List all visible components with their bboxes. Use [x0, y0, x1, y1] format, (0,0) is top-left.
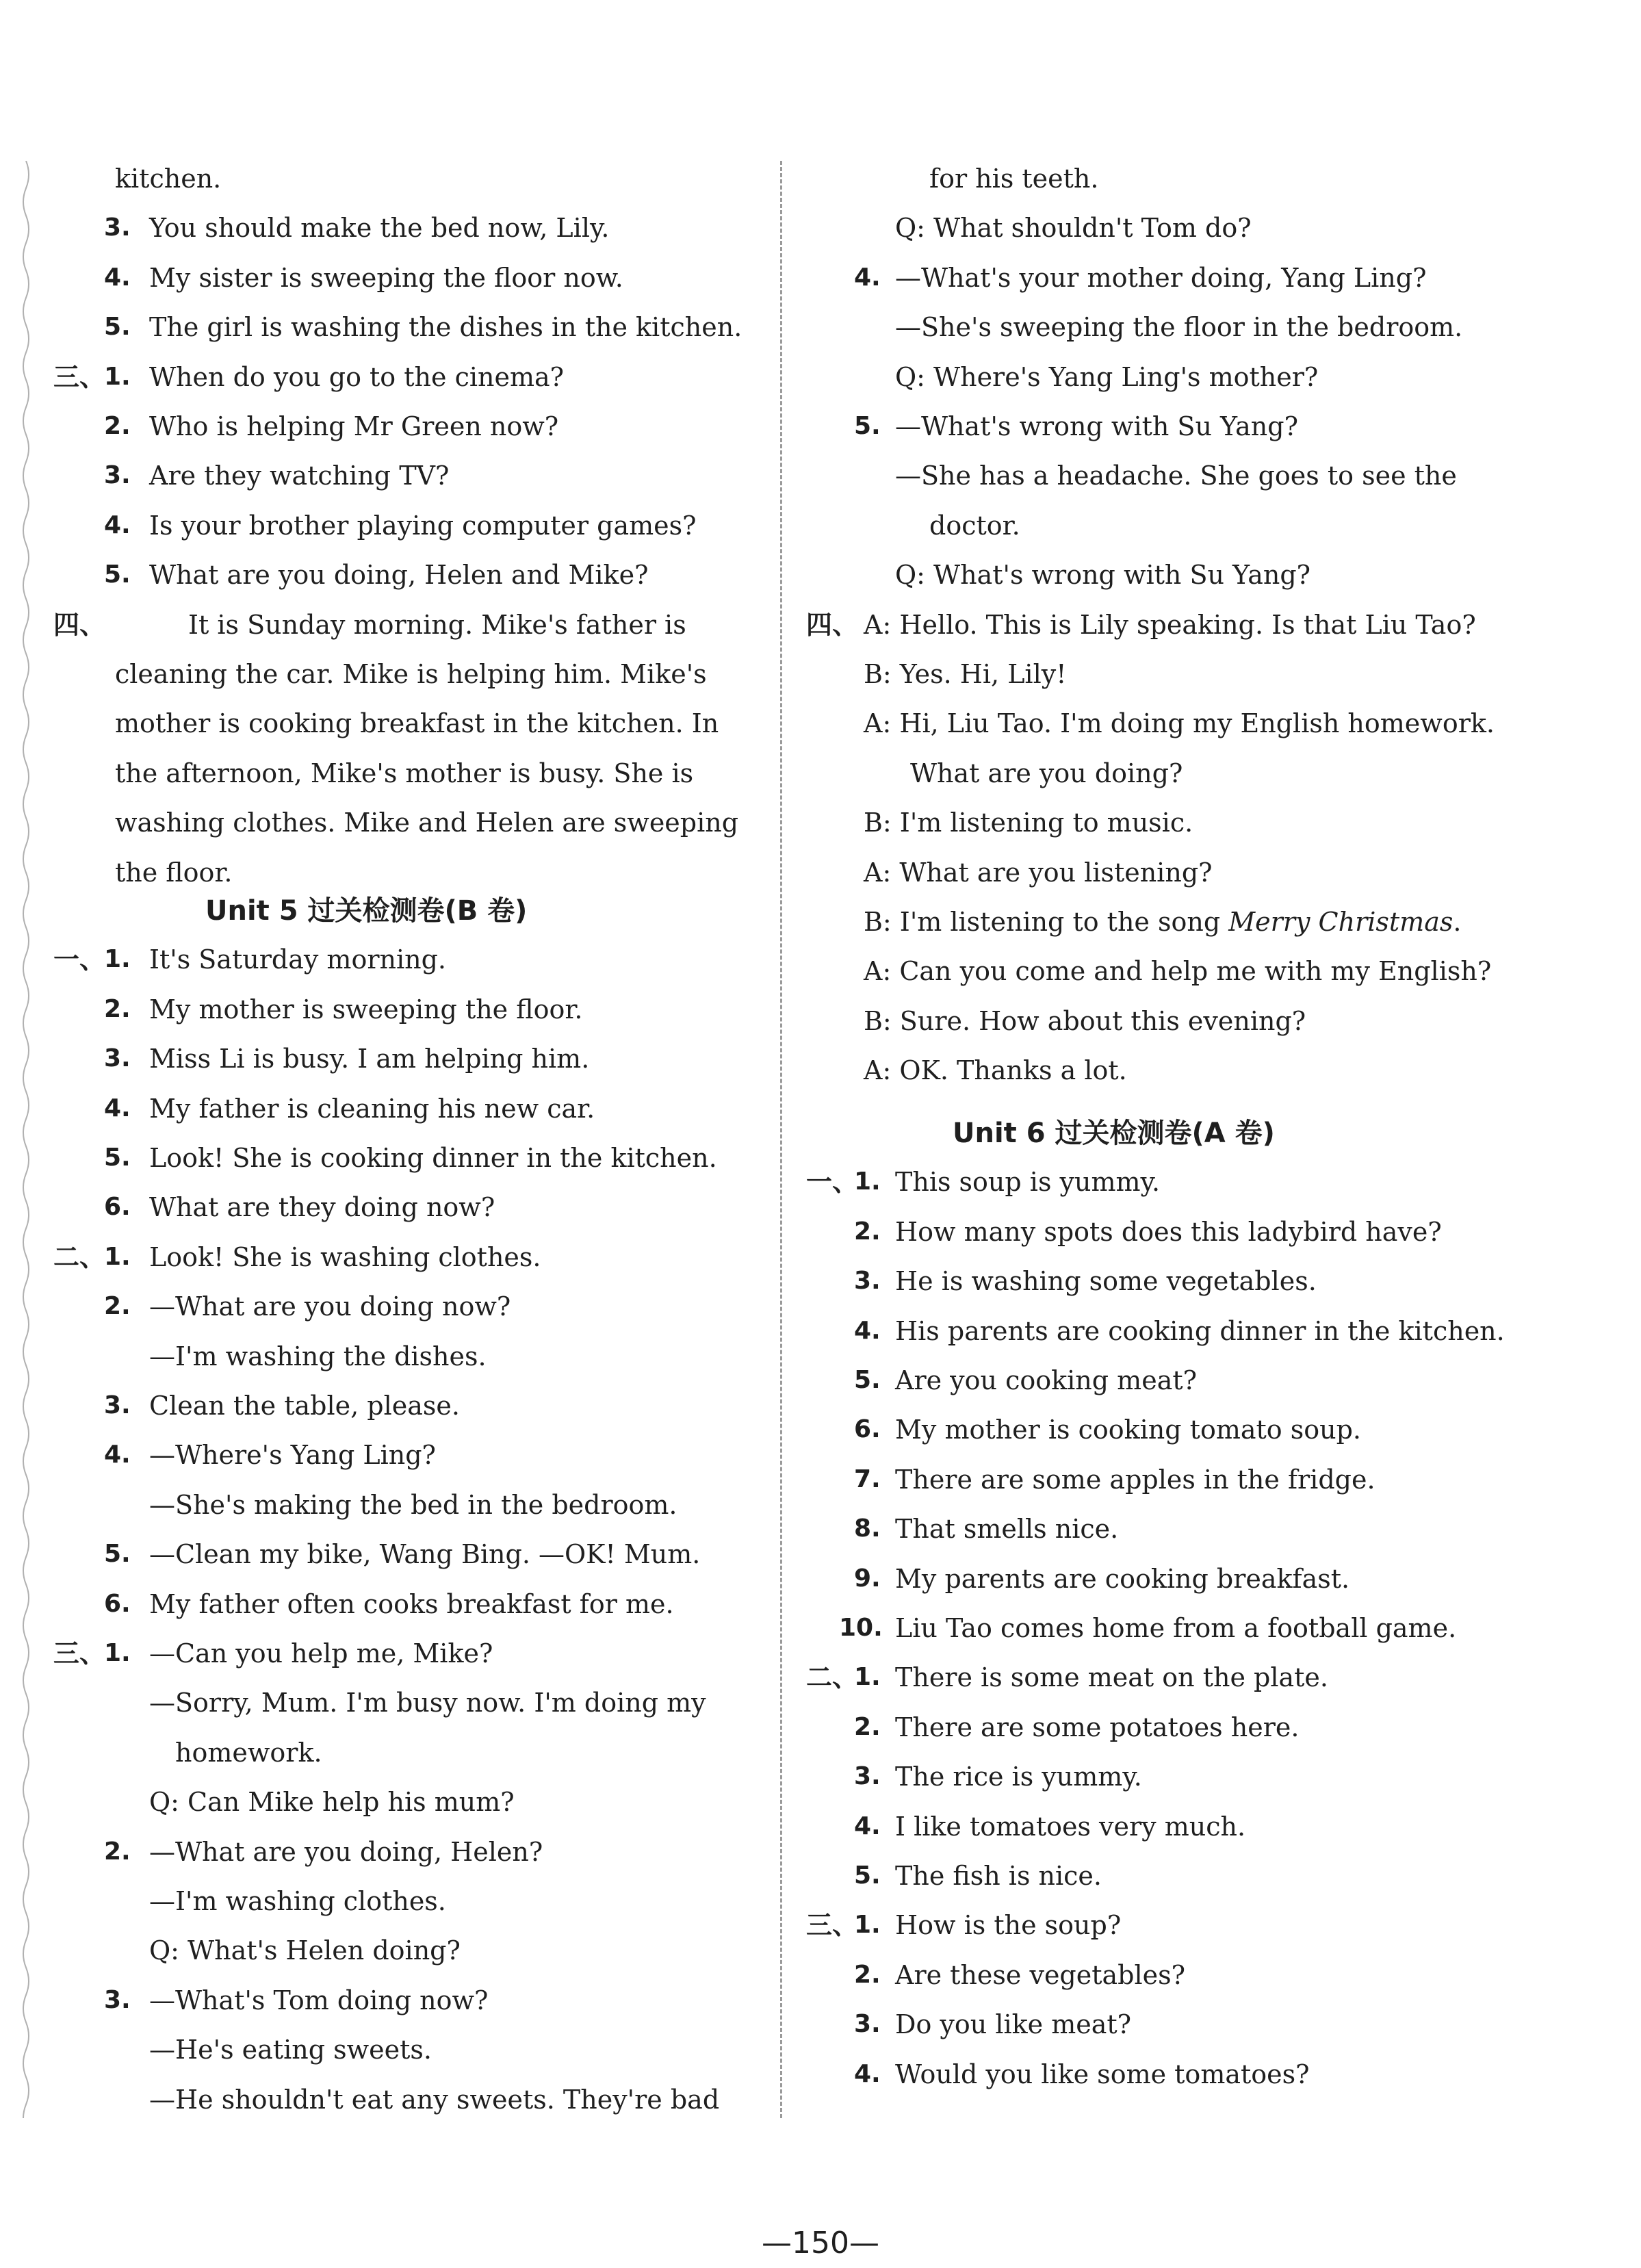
answer-text-main: It's Saturday morning.	[149, 944, 447, 975]
answer-text	[149, 1785, 515, 1819]
answer-text	[895, 1710, 1299, 1744]
item-number: 3.	[854, 1762, 881, 1791]
item-number: 6.	[854, 1415, 881, 1444]
answer-text	[895, 310, 1462, 344]
answer-text	[149, 1389, 460, 1423]
answer-text	[149, 1636, 493, 1671]
answer-text-main: Miss Li is busy. I am helping him.	[149, 1044, 590, 1074]
item-number: 6.	[104, 1193, 131, 1222]
item-number: 2.	[104, 412, 131, 440]
answer-text	[895, 2057, 1310, 2091]
binding-edge	[19, 161, 33, 2118]
answer-text-main: My father is cleaning his new car.	[149, 1093, 595, 1124]
answer-text-main: Are you cooking meat?	[895, 1365, 1197, 1395]
item-number: 7.	[854, 1465, 881, 1493]
answer-text-main: for his teeth.	[929, 164, 1099, 194]
answer-text-main: A: OK. Thanks a lot.	[864, 1055, 1127, 1086]
answer-text-main: A: Can you come and help me with my English?	[864, 956, 1492, 987]
answer-text-main: A: Hi, Liu Tao. I'm doing my English homework.	[864, 708, 1495, 739]
answer-text-main: The girl is washing the dishes in the kitchen.	[149, 312, 742, 343]
answer-text	[895, 409, 1298, 443]
answer-text	[895, 558, 1310, 592]
answer-text-main: Do you like meat?	[895, 2009, 1132, 2040]
wavy-edge-line	[19, 161, 33, 2118]
answer-text-main: There is some meat on the plate.	[895, 1662, 1328, 1693]
answer-text	[149, 1884, 446, 1918]
item-number: 1.	[104, 1639, 131, 1667]
answer-text-main: —Can you help me, Mike?	[149, 1638, 493, 1668]
unit-heading: Unit 5 过关检测卷(B 卷)	[205, 895, 528, 927]
item-number: 2.	[104, 1292, 131, 1321]
answer-text	[149, 1587, 674, 1621]
item-number: 3.	[104, 1044, 131, 1073]
answer-text	[895, 459, 1457, 493]
answer-text	[149, 1983, 488, 2018]
answer-text	[149, 1141, 717, 1175]
answer-text-main: Are they watching TV?	[149, 461, 450, 491]
item-number: 3.	[104, 1985, 131, 2014]
answer-text	[149, 1190, 495, 1224]
item-number: 10.	[839, 1614, 883, 1642]
item-number: 9.	[854, 1564, 881, 1593]
answer-text-main: This soup is yummy.	[895, 1167, 1161, 1198]
answer-text	[149, 1289, 511, 1324]
section-marker: 三、	[53, 1638, 106, 1668]
answer-text	[895, 1264, 1317, 1298]
answer-text	[149, 360, 564, 394]
answer-text-main: Is your brother playing computer games?	[149, 510, 697, 541]
answer-text	[149, 2033, 432, 2067]
item-number: 3.	[104, 1391, 131, 1419]
answer-text	[910, 756, 1183, 790]
answer-text	[149, 1686, 706, 1720]
answer-text-main: —What are you doing now?	[149, 1291, 511, 1322]
answer-text	[895, 2007, 1131, 2041]
answer-text-main: What are they doing now?	[149, 1192, 495, 1223]
answer-text-main: I like tomatoes very much.	[895, 1811, 1246, 1842]
item-number: 2.	[854, 1712, 881, 1741]
column-divider	[780, 161, 782, 2118]
answer-text-main: B: I'm listening to music.	[864, 808, 1193, 838]
answer-text-main: —She has a headache. She goes to see the	[895, 461, 1457, 491]
answer-text-main: —Clean my bike, Wang Bing. —OK! Mum.	[149, 1539, 701, 1570]
answer-text-main: Who is helping Mr Green now?	[149, 411, 559, 441]
answer-text	[864, 905, 1461, 939]
answer-text	[149, 992, 582, 1027]
answer-text	[149, 942, 446, 977]
section-marker: 四、	[806, 609, 859, 640]
answer-text-main: B: Sure. How about this evening?	[864, 1005, 1306, 1036]
answer-text	[895, 1908, 1121, 1942]
answer-text-main: —What's your mother doing, Yang Ling?	[895, 262, 1427, 293]
answer-text	[895, 1809, 1245, 1844]
answer-text	[895, 1363, 1197, 1397]
answer-text-main: The fish is nice.	[895, 1861, 1102, 1891]
answer-text-main: Q: What shouldn't Tom do?	[895, 213, 1252, 244]
section-marker: 二、	[806, 1662, 859, 1693]
unit-heading: Unit 6 过关检测卷(A 卷)	[953, 1118, 1275, 1149]
answer-text-main: B: Yes. Hi, Lily!	[864, 659, 1067, 689]
section-marker: 一、	[806, 1167, 859, 1198]
answer-text-end: .	[1453, 907, 1462, 937]
item-number: 4.	[854, 263, 881, 292]
section-marker: 三、	[53, 361, 106, 392]
answer-text	[864, 608, 1476, 642]
answer-text	[149, 1240, 541, 1274]
answer-text	[149, 1933, 461, 1968]
answer-text-main: How many spots does this ladybird have?	[895, 1216, 1442, 1247]
item-number: 1.	[854, 1911, 881, 1940]
item-number: 3.	[854, 1267, 881, 1296]
answer-text	[149, 1537, 700, 1571]
answer-text-main: My mother is cooking tomato soup.	[895, 1415, 1361, 1445]
answer-text-main: When do you go to the cinema?	[149, 361, 565, 392]
answer-text	[864, 1004, 1306, 1038]
item-number: 5.	[104, 1540, 131, 1569]
item-number: 4.	[104, 511, 131, 539]
item-number: 6.	[104, 1589, 131, 1618]
answer-text-main: A: Hello. This is Lily speaking. Is that Liu Tao?	[864, 609, 1476, 640]
answer-text	[149, 261, 623, 295]
section-marker: 二、	[53, 1241, 106, 1272]
answer-text	[115, 855, 232, 890]
answer-text-main: —She's sweeping the floor in the bedroom.	[895, 312, 1463, 343]
answer-text	[115, 657, 707, 691]
answer-text-main: Clean the table, please.	[149, 1391, 460, 1421]
item-number: 3.	[854, 2010, 881, 2039]
song-title: Merry Christmas	[1228, 907, 1453, 937]
item-number: 3.	[104, 214, 131, 242]
answer-text	[149, 211, 609, 245]
item-number: 4.	[104, 263, 131, 292]
item-number: 5.	[104, 1144, 131, 1172]
answer-text	[149, 1835, 543, 1869]
answer-text-main: the floor.	[115, 857, 233, 888]
answer-text-main: What are you doing, Helen and Mike?	[149, 560, 649, 591]
answer-text-main: My parents are cooking breakfast.	[895, 1563, 1350, 1594]
answer-text-main: What are you doing?	[910, 758, 1183, 788]
answer-text	[895, 1562, 1349, 1596]
answer-text	[175, 1736, 322, 1770]
answer-text	[149, 1488, 677, 1522]
item-number: 5.	[854, 412, 881, 440]
answer-text	[895, 1462, 1375, 1497]
answer-text	[895, 1512, 1118, 1546]
answer-text	[864, 1053, 1127, 1087]
item-number: 2.	[854, 1217, 881, 1246]
answer-text-main: My sister is sweeping the floor now.	[149, 262, 623, 293]
section-marker: 一、	[53, 944, 106, 975]
answer-text-main: Would you like some tomatoes?	[895, 2059, 1310, 2089]
answer-text-main: —Where's Yang Ling?	[149, 1440, 436, 1471]
answer-text	[149, 508, 697, 543]
answer-text	[895, 1958, 1185, 1992]
answer-text	[929, 162, 1098, 196]
answer-text-main: homework.	[175, 1737, 322, 1768]
item-number: 1.	[854, 1663, 881, 1692]
answer-text-main: Q: Where's Yang Ling's mother?	[895, 361, 1319, 392]
item-number: 5.	[854, 1861, 881, 1890]
item-number: 1.	[104, 945, 131, 974]
item-number: 4.	[104, 1094, 131, 1122]
answer-text-main: Are these vegetables?	[895, 1959, 1186, 1990]
answer-text-main: You should make the bed now, Lily.	[149, 213, 610, 244]
answer-text-main: kitchen.	[115, 164, 222, 194]
answer-text	[149, 1042, 589, 1076]
answer-text	[895, 1760, 1142, 1794]
item-number: 4.	[854, 1316, 881, 1345]
answer-text-main: Look! She is cooking dinner in the kitchen.	[149, 1143, 717, 1173]
answer-text	[929, 508, 1020, 543]
answer-text	[895, 1215, 1442, 1249]
page-number: —150—	[762, 2226, 879, 2260]
item-number: 4.	[854, 2059, 881, 2088]
answer-text-main: My mother is sweeping the floor.	[149, 994, 583, 1025]
item-number: 2.	[104, 994, 131, 1023]
item-number: 1.	[104, 1242, 131, 1271]
section-marker: 三、	[806, 1910, 859, 1941]
answer-text-main: cleaning the car. Mike is helping him. Mike's	[115, 659, 707, 689]
answer-text-main: —I'm washing the dishes.	[149, 1341, 487, 1371]
answer-text-main: Q: What's wrong with Su Yang?	[895, 560, 1311, 591]
answer-text	[149, 459, 449, 493]
answer-text	[864, 855, 1213, 890]
answer-text	[895, 211, 1252, 245]
answer-text	[895, 261, 1426, 295]
answer-text	[115, 706, 719, 740]
answer-text	[864, 706, 1495, 740]
item-number: 5.	[104, 313, 131, 342]
answer-text	[149, 1438, 436, 1472]
answer-text-main: —I'm washing clothes.	[149, 1886, 446, 1916]
answer-text	[895, 360, 1318, 394]
item-number: 1.	[104, 362, 131, 391]
answer-text	[864, 954, 1491, 988]
answer-text-main: —What are you doing, Helen?	[149, 1836, 543, 1867]
answer-text	[895, 1611, 1456, 1645]
answer-text-main: —He's eating sweets.	[149, 2035, 432, 2065]
answer-text-main: mother is cooking breakfast in the kitchen. In	[115, 708, 719, 739]
answer-text	[149, 310, 742, 344]
answer-text-main: —Sorry, Mum. I'm busy now. I'm doing my	[149, 1688, 706, 1718]
answer-text	[149, 558, 648, 592]
answer-text-main: My father often cooks breakfast for me.	[149, 1588, 674, 1619]
answer-text-main: washing clothes. Mike and Helen are sweeping	[115, 808, 739, 838]
answer-text	[115, 806, 738, 840]
item-number: 1.	[854, 1168, 881, 1196]
item-number: 5.	[104, 560, 131, 589]
item-number: 2.	[854, 1960, 881, 1989]
answer-text	[864, 657, 1066, 691]
answer-text-main: Liu Tao comes home from a football game.	[895, 1613, 1457, 1643]
answer-text-main: —What's wrong with Su Yang?	[895, 411, 1298, 441]
answer-text	[895, 1314, 1505, 1348]
answer-text-main: There are some potatoes here.	[895, 1712, 1300, 1742]
section-marker: 四、	[53, 609, 106, 640]
answer-text	[895, 1660, 1328, 1694]
answer-text-main: How is the soup?	[895, 1910, 1122, 1941]
answer-text-main: the afternoon, Mike's mother is busy. She is	[115, 758, 694, 788]
answer-text	[149, 2083, 719, 2117]
answer-text	[864, 806, 1193, 840]
answer-text-main: His parents are cooking dinner in the kitchen.	[895, 1315, 1505, 1346]
answer-text	[115, 162, 221, 196]
answer-text-main: —She's making the bed in the bedroom.	[149, 1489, 677, 1520]
answer-text-main: That smells nice.	[895, 1514, 1119, 1545]
answer-text	[149, 1339, 487, 1374]
answer-text-main: He is washing some vegetables.	[895, 1266, 1317, 1297]
answer-text	[149, 1092, 595, 1126]
answer-text	[895, 1165, 1160, 1199]
answer-text-main: doctor.	[929, 510, 1020, 541]
answer-text	[895, 1859, 1102, 1893]
answer-text-main: A: What are you listening?	[864, 857, 1213, 888]
item-number: 2.	[104, 1837, 131, 1866]
answer-text-main: There are some apples in the fridge.	[895, 1464, 1375, 1495]
answer-text-main: B: I'm listening to the song	[864, 907, 1229, 937]
answer-text	[188, 608, 686, 642]
answer-text-main: Q: What's Helen doing?	[149, 1935, 461, 1966]
answer-text-main: The rice is yummy.	[895, 1762, 1142, 1792]
answer-text-main: Q: Can Mike help his mum?	[149, 1787, 515, 1818]
item-number: 8.	[854, 1515, 881, 1543]
item-number: 4.	[104, 1441, 131, 1469]
item-number: 3.	[104, 461, 131, 490]
answer-text	[149, 409, 558, 443]
answer-text-main: It is Sunday morning. Mike's father is	[188, 609, 686, 640]
answer-text-main: Look! She is washing clothes.	[149, 1241, 541, 1272]
answer-text	[895, 1413, 1361, 1447]
answer-text-main: —He shouldn't eat any sweets. They're bad	[149, 2084, 720, 2115]
item-number: 4.	[854, 1812, 881, 1840]
answer-text	[115, 756, 693, 790]
item-number: 5.	[854, 1366, 881, 1394]
answer-text-main: —What's Tom doing now?	[149, 1985, 489, 2015]
